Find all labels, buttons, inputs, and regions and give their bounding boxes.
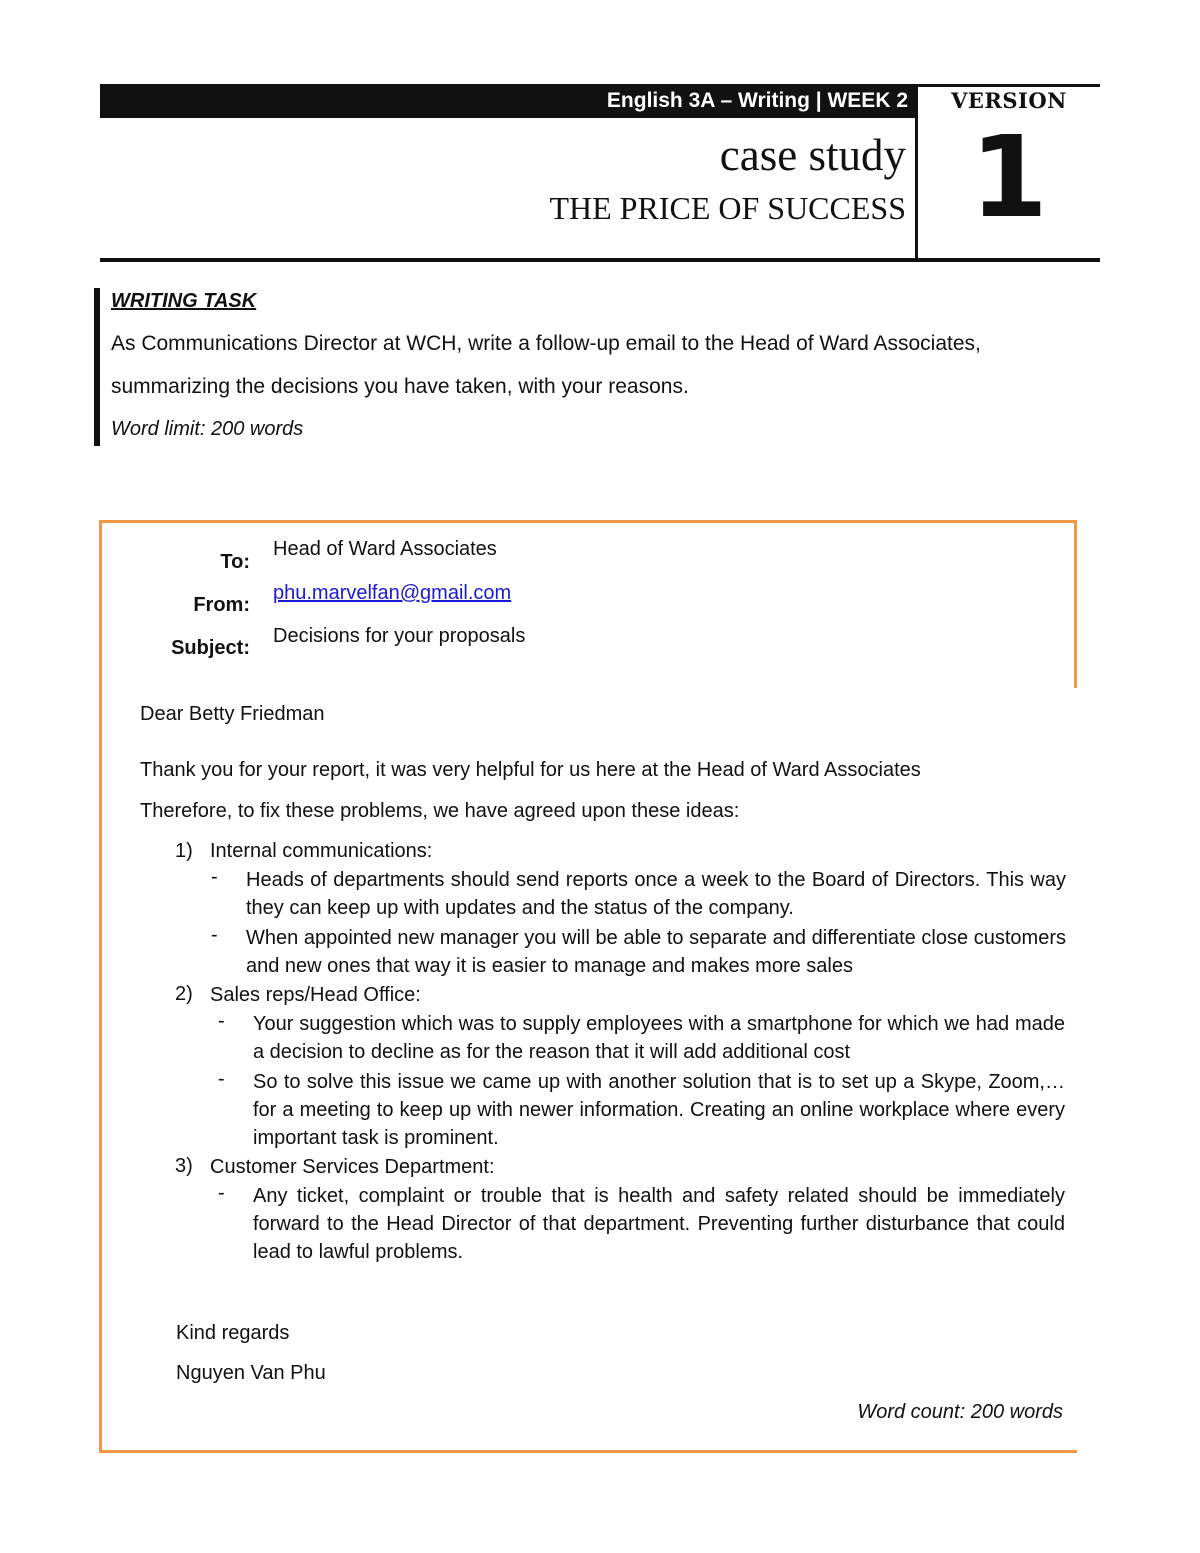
email-box-top-border <box>99 520 1077 523</box>
list-number: 2) <box>175 983 193 1005</box>
list-bullet: When appointed new manager you will be able to separate and differentiate close customers and new ones that way it is easier to manage and makes more sales <box>246 927 1066 977</box>
bullet-dash: - <box>218 1010 225 1032</box>
email-box-bottom-border <box>99 1450 1077 1453</box>
word-count: Word count: 200 words <box>857 1401 1063 1423</box>
to-value: Head of Ward Associates <box>273 538 497 560</box>
list-bullet: Your suggestion which was to supply employees with a smartphone for which we had made a decision to decline as for the reason that it will add additional cost <box>253 1013 1065 1063</box>
version-label: VERSION <box>951 88 1067 113</box>
list-number: 3) <box>175 1155 193 1177</box>
intro-paragraph-2: Therefore, to fix these problems, we have agreed upon these ideas: <box>140 800 740 822</box>
bullet-dash: - <box>218 1182 225 1204</box>
header-top-rule <box>916 84 1100 87</box>
page-subtitle: THE PRICE OF SUCCESS <box>549 190 906 226</box>
list-bullet: So to solve this issue we came up with another solution that is to set up a Skype, Zoom,… for a meeting to keep up with newer information. Creating an online workplace where every important task is prominent. <box>253 1071 1065 1149</box>
email-box-right-border <box>1074 520 1077 688</box>
task-instruction-line-2: summarizing the decisions you have taken, with your reasons. <box>111 375 689 398</box>
page-title: case study <box>719 130 906 180</box>
from-label: From: <box>193 594 250 616</box>
subject-value: Decisions for your proposals <box>273 625 526 647</box>
course-label: English 3A – Writing | WEEK 2 <box>606 89 908 112</box>
list-bullet: Heads of departments should send reports once a week to the Board of Directors. This way they can keep up with updates and the status of the company. <box>246 869 1066 919</box>
signature: Nguyen Van Phu <box>176 1362 326 1384</box>
task-label: WRITING TASK <box>111 290 257 312</box>
intro-paragraph-1: Thank you for your report, it was very helpful for us here at the Head of Ward Associates <box>140 759 921 781</box>
header-bottom-rule <box>100 258 1100 262</box>
task-instruction-line-1: As Communications Director at WCH, write a follow-up email to the Head of Ward Associates, <box>111 332 981 355</box>
list-item-title: Customer Services Department: <box>210 1156 495 1178</box>
subject-label: Subject: <box>171 637 250 659</box>
closing: Kind regards <box>176 1322 290 1344</box>
bullet-dash: - <box>211 866 218 888</box>
list-item-title: Internal communications: <box>210 840 433 862</box>
word-limit: Word limit: 200 words <box>111 418 304 440</box>
task-rule <box>94 288 100 446</box>
bullet-dash: - <box>218 1068 225 1090</box>
bullet-dash: - <box>211 924 218 946</box>
list-number: 1) <box>175 840 193 862</box>
list-item-title: Sales reps/Head Office: <box>210 984 421 1006</box>
email-box-left-border <box>99 520 102 1453</box>
list-bullet: Any ticket, complaint or trouble that is health and safety related should be immediately forward to the Head Director of that department. Preventing further disturbance that could lead to lawful problems. <box>253 1185 1065 1263</box>
version-number: 1 <box>970 113 1048 243</box>
from-email-link[interactable]: phu.marvelfan@gmail.com <box>273 582 512 604</box>
to-label: To: <box>220 551 250 573</box>
greeting: Dear Betty Friedman <box>140 703 325 725</box>
